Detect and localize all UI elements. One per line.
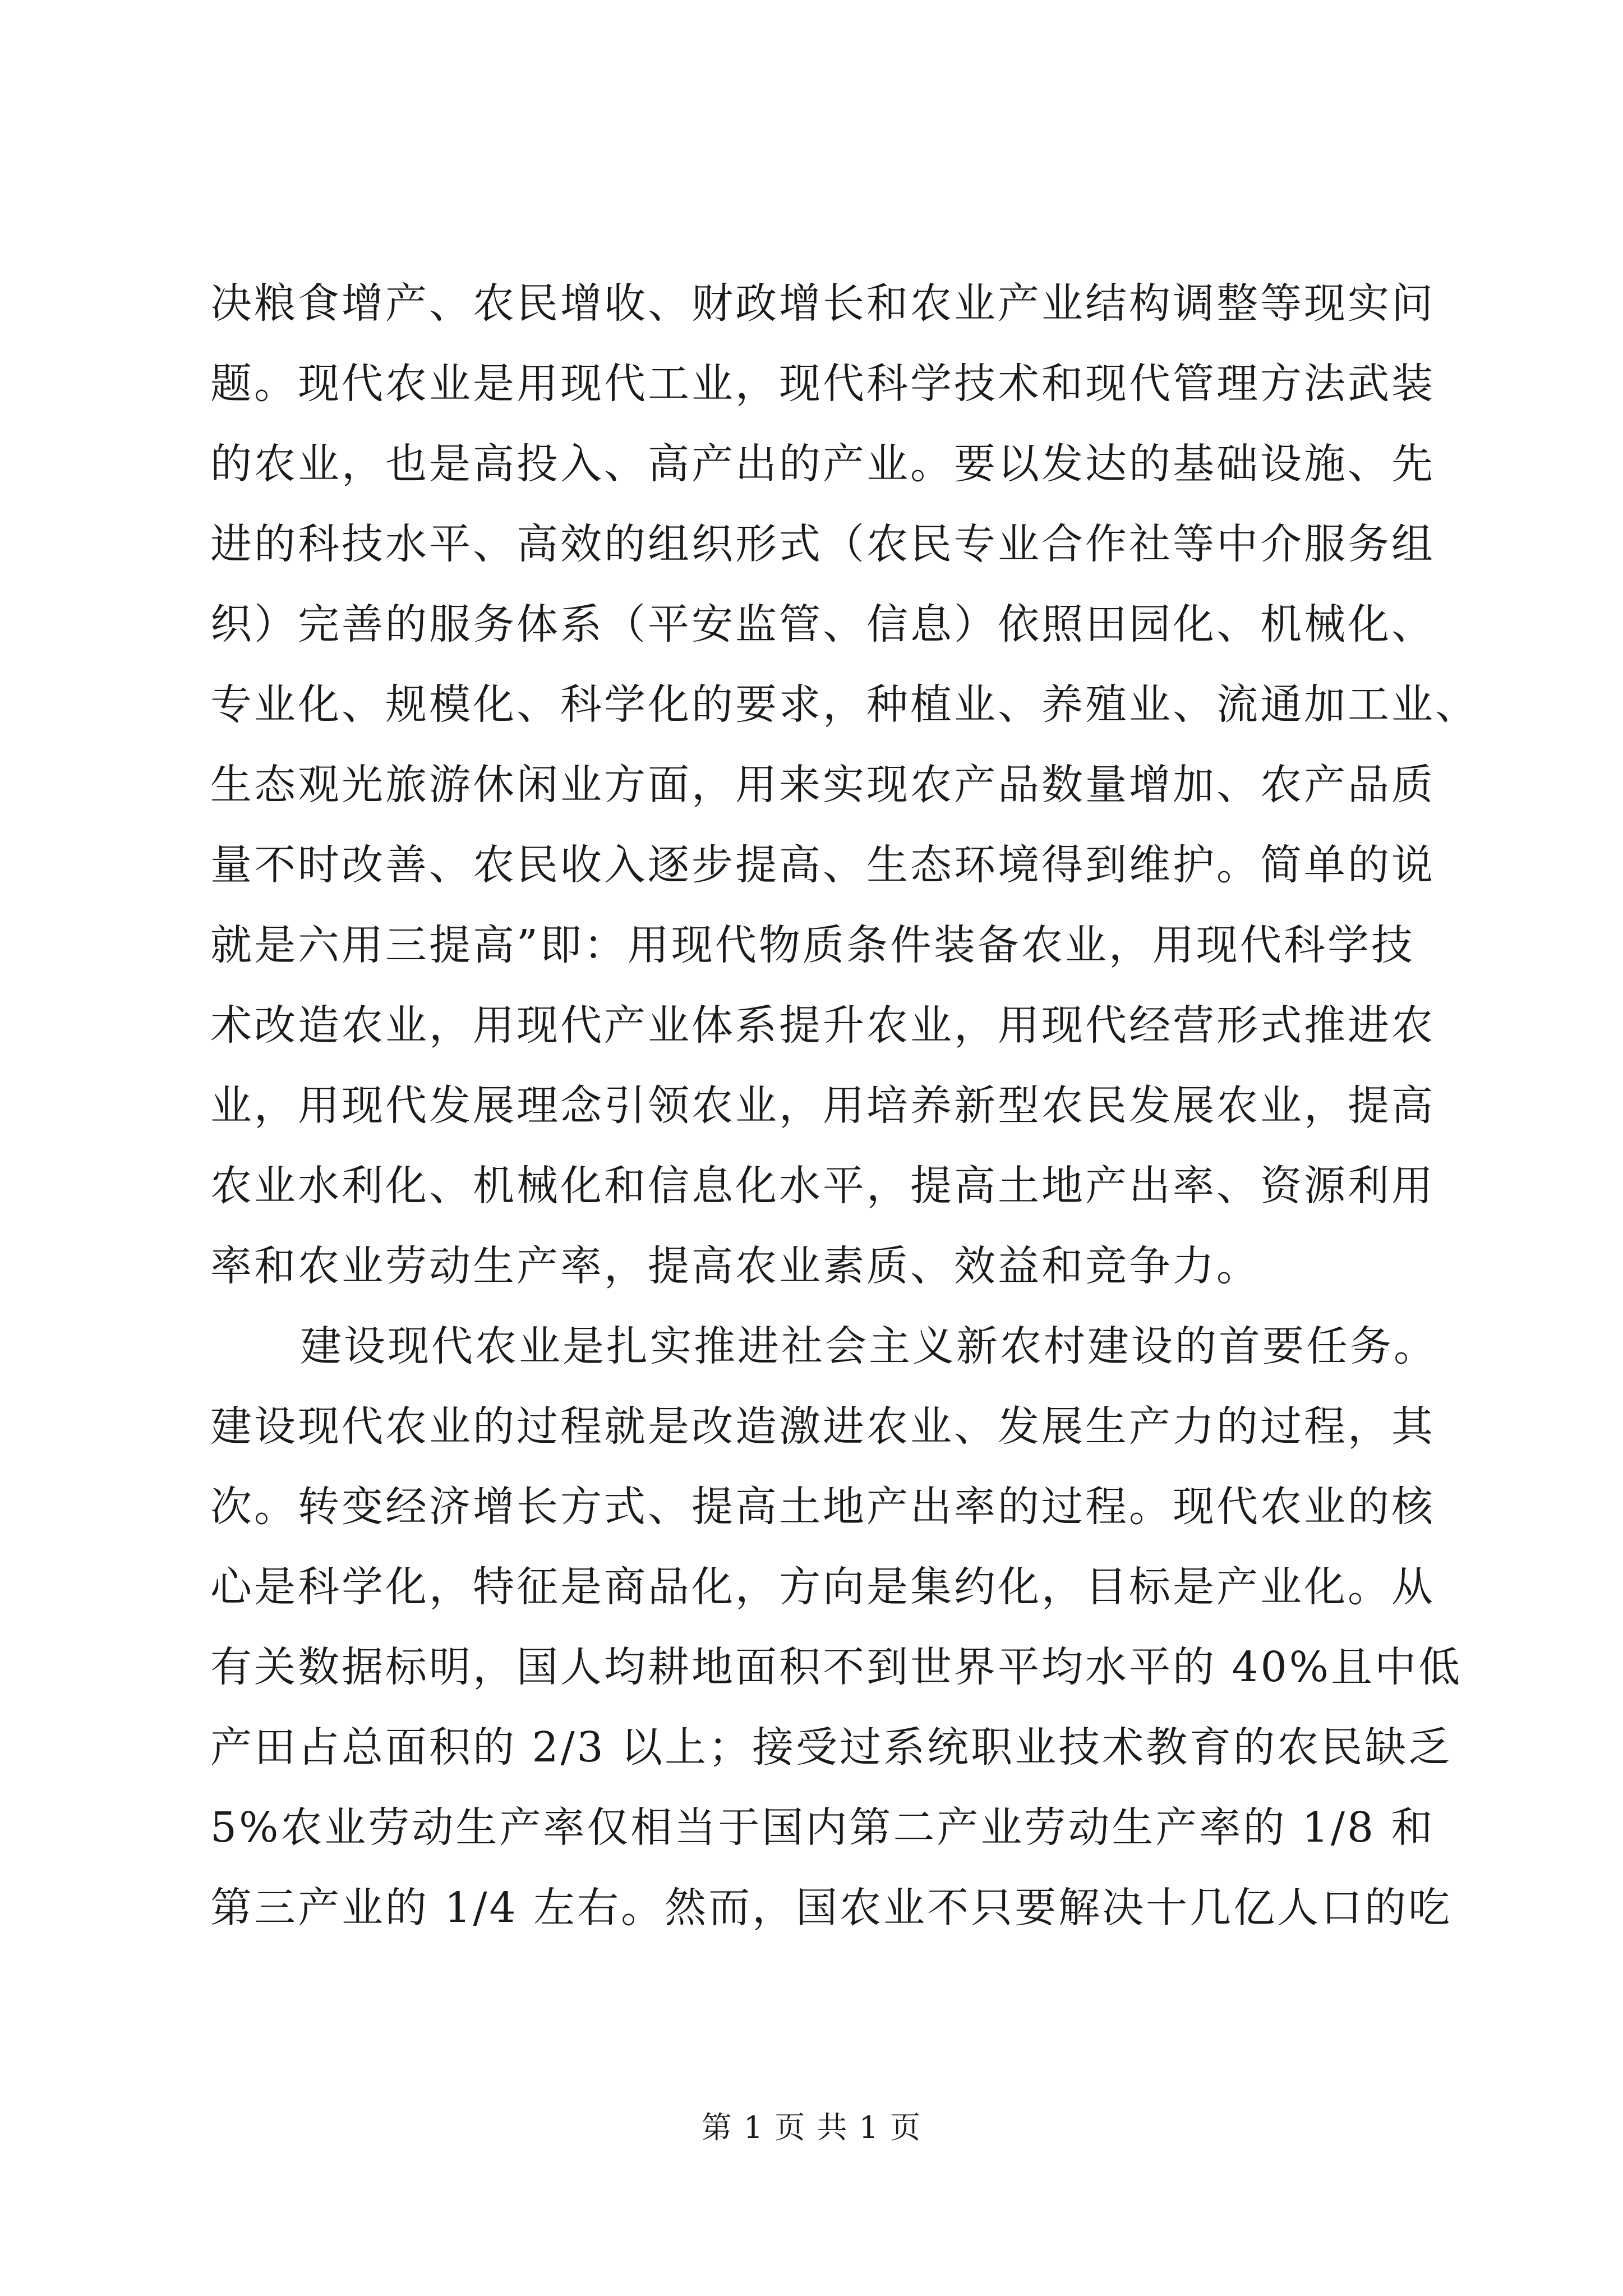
text-line: 生态观光旅游休闲业方面，用来实现农产品数量增加、农产品质 (210, 761, 1435, 809)
page-footer: 第 1 页 共 1 页 (701, 2110, 922, 2145)
text-line: 专业化、规模化、科学化的要求，种植业、养殖业、流通加工业、 (210, 680, 1479, 729)
text-line: 农业水利化、机械化和信息化水平，提高土地产出率、资源利用 (210, 1162, 1435, 1210)
text-line: 第三产业的 1/4 左右。然而，国农业不只要解决十几亿人口的吃 (210, 1884, 1453, 1932)
text-line: 率和农业劳动生产率，提高农业素质、效益和竞争力。 (210, 1242, 1260, 1290)
text-line: 进的科技水平、高效的组织形式（农民专业合作社等中介服务组 (210, 520, 1435, 568)
text-line: 术改造农业，用现代产业体系提升农业，用现代经营形式推进农 (210, 1001, 1435, 1050)
text-line: 有关数据标明，国人均耕地面积不到世界平均水平的 40%且中低 (210, 1643, 1462, 1691)
body-text (210, 264, 1479, 1948)
text-line: 心是科学化，特征是商品化，方向是集约化，目标是产业化。从 (210, 1563, 1435, 1611)
text-line: 次。转变经济增长方式、提高土地产出率的过程。现代农业的核 (210, 1483, 1435, 1531)
text-line: 织）完善的服务体系（平安监管、信息）依照田园化、机械化、 (210, 600, 1435, 648)
text-line: 决粮食增产、农民增收、财政增长和农业产业结构调整等现实问 (210, 279, 1435, 328)
text-line: 5%农业劳动生产率仅相当于国内第二产业劳动生产率的 1/8 和 (210, 1803, 1435, 1852)
text-line: 量不时改善、农民收入逐步提高、生态环境得到维护。简单的说 (210, 841, 1435, 889)
text-line: 题。现代农业是用现代工业，现代科学技术和现代管理方法武装 (210, 360, 1435, 408)
text-line: 业，用现代发展理念引领农业，用培养新型农民发展农业，提高 (210, 1082, 1435, 1130)
text-line: 的农业，也是高投入、高产出的产业。要以发达的基础设施、先 (210, 440, 1435, 488)
text-line: 建设现代农业是扎实推进社会主义新农村建设的首要任务。 (300, 1322, 1437, 1370)
text-line: 就是六用三提高”即：用现代物质条件装备农业，用现代科学技 (210, 921, 1415, 969)
text-line: 产田占总面积的 2/3 以上；接受过系统职业技术教育的农民缺乏 (210, 1723, 1453, 1772)
text-line: 建设现代农业的过程就是改造激进农业、发展生产力的过程，其 (210, 1402, 1435, 1451)
